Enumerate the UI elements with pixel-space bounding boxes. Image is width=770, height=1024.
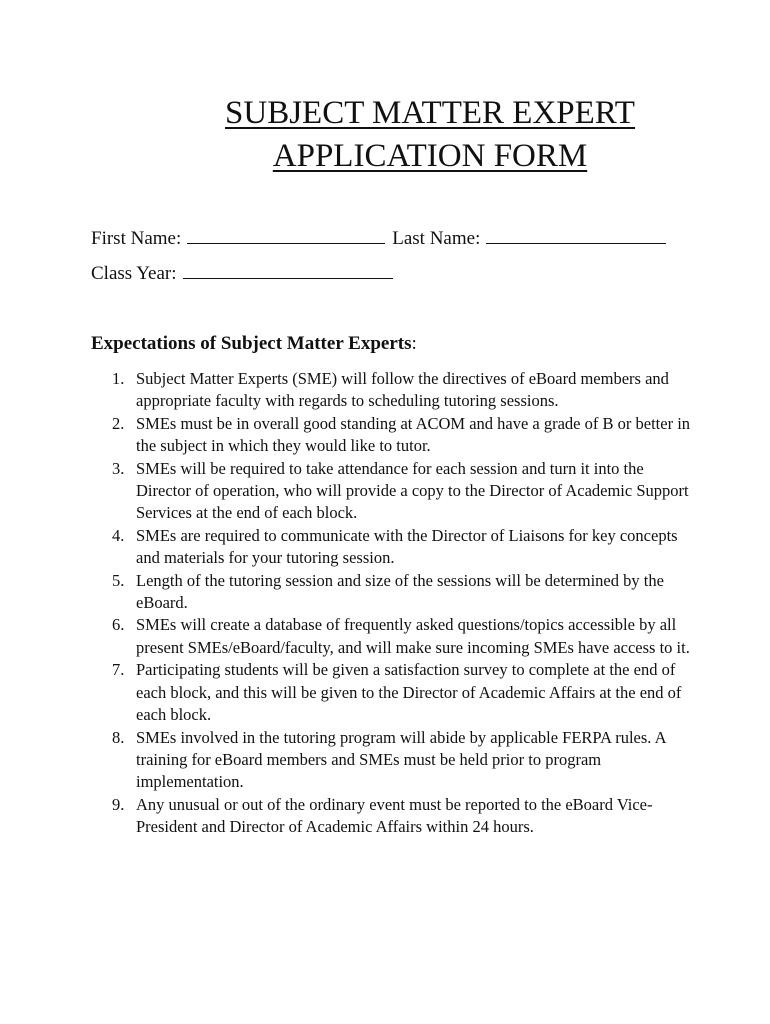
list-item-number: 9. bbox=[112, 794, 125, 814]
last-name-blank[interactable] bbox=[486, 226, 666, 244]
expectations-heading-text: Expectations of Subject Matter Experts bbox=[91, 333, 412, 354]
list-item bbox=[100, 413, 700, 458]
list-item-number: 5. bbox=[112, 570, 125, 590]
list-item bbox=[100, 727, 700, 794]
first-name-label: First Name: bbox=[91, 228, 182, 249]
list-item bbox=[100, 525, 700, 570]
list-item bbox=[100, 368, 700, 413]
list-item bbox=[100, 614, 700, 659]
list-item-number: 2. bbox=[112, 413, 125, 433]
class-year-label: Class Year: bbox=[91, 263, 177, 284]
expectations-list bbox=[100, 368, 700, 839]
list-item-text: SMEs will create a database of frequently asked questions/topics accessible by all present SMEs/eBoard/faculty, and will make sure incoming SMEs have access to it. bbox=[136, 615, 690, 657]
list-item-number: 4. bbox=[112, 525, 125, 545]
class-year-row bbox=[91, 261, 393, 285]
list-item-text: SMEs must be in overall good standing at ACOM and have a grade of B or better in the subject in which they would like to tutor. bbox=[136, 413, 691, 456]
list-item-text: SMEs are required to communicate with the Director of Liaisons for key concepts and materials for your tutoring session. bbox=[136, 525, 678, 568]
expectations-heading bbox=[91, 333, 417, 355]
class-year-blank[interactable] bbox=[183, 261, 393, 279]
list-item-text: SMEs will be required to take attendance for each session and turn it into the Director of operation, who will provide a copy to the Director of Academic Support Services at the end of each block. bbox=[136, 458, 689, 523]
name-fields-row bbox=[91, 226, 666, 250]
list-item bbox=[100, 458, 700, 525]
list-item-number: 1. bbox=[112, 369, 125, 388]
form-title-line-1: SUBJECT MATTER EXPERT bbox=[225, 95, 635, 131]
list-item bbox=[100, 570, 700, 615]
list-item-number: 3. bbox=[112, 458, 125, 478]
list-item bbox=[100, 794, 700, 839]
last-name-label: Last Name: bbox=[392, 228, 481, 249]
list-item-text: Subject Matter Experts (SME) will follow the directives of eBoard members and appropriate faculty with regards to scheduling tutoring sessions. bbox=[136, 369, 669, 411]
list-item-text: Any unusual or out of the ordinary event must be reported to the eBoard Vice-President and Director of Academic Affairs within 24 hours. bbox=[136, 794, 653, 837]
list-item-text: Participating students will be given a satisfaction survey to complete at the end of each block, and this will be given to the Director of Academic Affairs at the end of each block. bbox=[136, 660, 682, 725]
form-title-line-2: APPLICATION FORM bbox=[272, 138, 588, 174]
list-item-number: 8. bbox=[112, 727, 125, 747]
first-name-blank[interactable] bbox=[187, 226, 385, 244]
list-item-text: Length of the tutoring session and size of the sessions will be determined by the eBoard. bbox=[136, 570, 664, 613]
list-item-text: SMEs involved in the tutoring program will abide by applicable FERPA rules. A training for eBoard members and SMEs must be held prior to program implementation. bbox=[136, 727, 666, 792]
list-item bbox=[100, 659, 700, 726]
list-item-number: 7. bbox=[112, 660, 125, 680]
expectations-heading-colon: : bbox=[411, 333, 417, 354]
list-item-number: 6. bbox=[112, 615, 125, 635]
